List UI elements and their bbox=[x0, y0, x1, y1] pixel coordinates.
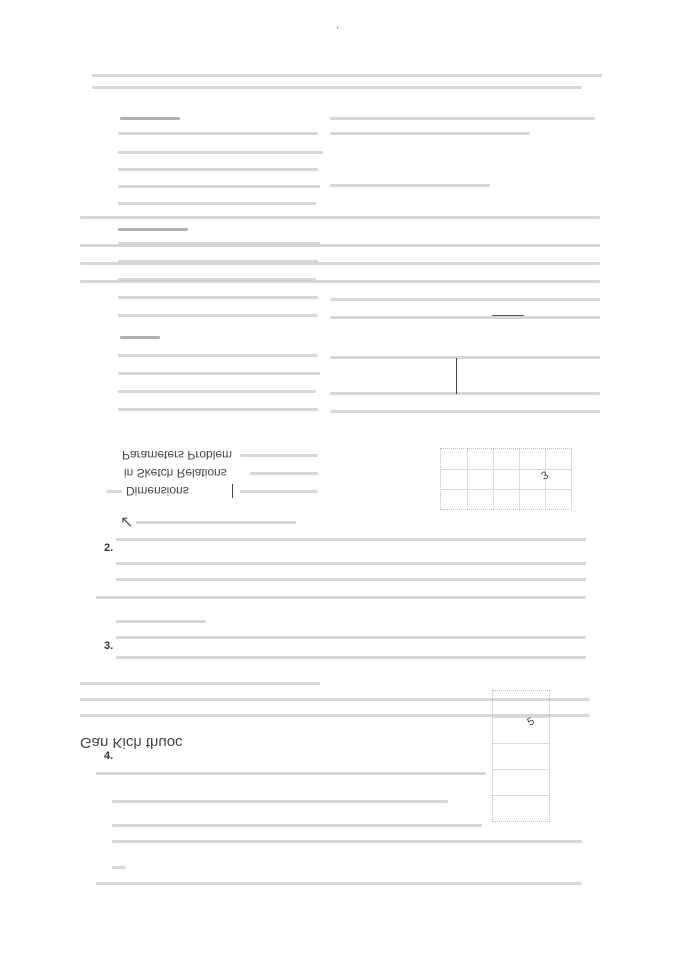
text-line bbox=[80, 682, 320, 685]
text-line bbox=[330, 316, 600, 319]
text-line bbox=[116, 636, 586, 639]
text-line bbox=[240, 454, 318, 457]
text-line bbox=[112, 800, 448, 803]
text-line bbox=[118, 408, 318, 411]
mirrored-line: Parameters Problem bbox=[122, 448, 233, 462]
text-line bbox=[112, 840, 582, 843]
text-line bbox=[116, 620, 206, 623]
text-line bbox=[96, 772, 486, 775]
text-line bbox=[118, 296, 318, 299]
label-3: 3 bbox=[539, 469, 551, 483]
text-line bbox=[112, 866, 126, 869]
label-5: 5 bbox=[525, 715, 537, 729]
text-line bbox=[330, 298, 600, 301]
text-line bbox=[330, 132, 530, 135]
text-line bbox=[96, 882, 582, 885]
section-number-2: 2. bbox=[104, 542, 114, 554]
text-line bbox=[118, 132, 318, 135]
sketch-line bbox=[492, 315, 524, 316]
sketch-grid bbox=[492, 690, 550, 822]
section-heading: Gan Kich thuoc bbox=[80, 734, 183, 751]
text-line bbox=[92, 86, 582, 89]
text-line bbox=[330, 410, 600, 413]
text-line bbox=[120, 336, 160, 339]
text-line bbox=[118, 151, 323, 154]
top-mark: · bbox=[336, 22, 340, 33]
text-line bbox=[120, 117, 180, 120]
mirrored-line: Dimensions bbox=[126, 484, 189, 498]
text-line bbox=[330, 117, 595, 120]
text-line bbox=[118, 354, 318, 357]
text-line bbox=[118, 168, 318, 171]
text-line bbox=[118, 314, 318, 317]
mirrored-line: in Sketch Relations bbox=[124, 466, 227, 480]
text-line bbox=[112, 824, 482, 827]
text-line bbox=[250, 472, 318, 475]
text-line bbox=[80, 216, 600, 219]
text-line bbox=[240, 490, 318, 493]
section-number-4: 4. bbox=[104, 750, 114, 762]
text-line bbox=[96, 596, 586, 599]
sketch-line bbox=[232, 484, 233, 498]
text-line bbox=[80, 280, 600, 283]
section-number-3: 3. bbox=[104, 640, 114, 652]
sketch-grid bbox=[440, 448, 572, 510]
text-line bbox=[118, 372, 320, 375]
text-line bbox=[80, 262, 600, 265]
text-line bbox=[116, 656, 586, 659]
text-line bbox=[118, 202, 316, 205]
sketch-line bbox=[456, 358, 457, 394]
text-line bbox=[80, 244, 600, 247]
text-line bbox=[92, 74, 602, 77]
text-line bbox=[330, 392, 600, 395]
cursor-icon: ↖ bbox=[120, 514, 134, 531]
text-line bbox=[118, 185, 320, 188]
text-line bbox=[118, 228, 188, 231]
text-line bbox=[116, 562, 586, 565]
text-line bbox=[330, 356, 600, 359]
text-line bbox=[116, 578, 586, 581]
text-line bbox=[330, 184, 490, 187]
text-line bbox=[116, 538, 586, 541]
text-line bbox=[106, 490, 122, 493]
text-line bbox=[136, 521, 296, 524]
text-line bbox=[118, 390, 316, 393]
